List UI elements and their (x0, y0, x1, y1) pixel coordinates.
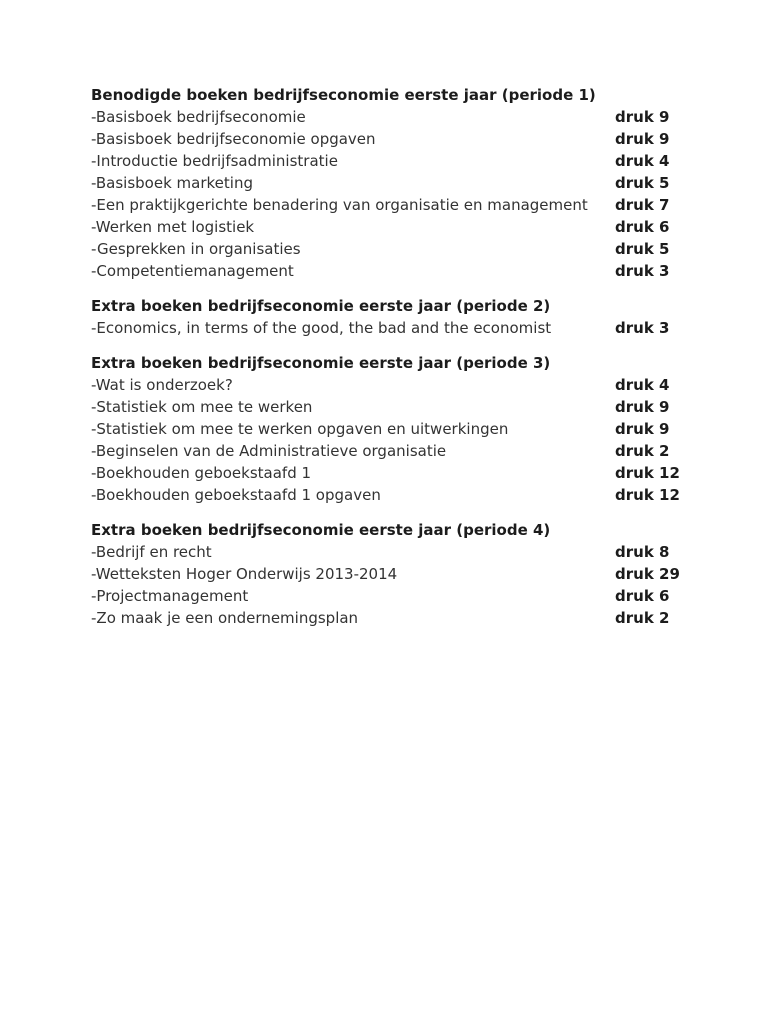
book-edition: druk 12 (615, 486, 680, 504)
book-title: -Introductie bedrijfsadministratie (91, 152, 338, 170)
book-edition: druk 5 (615, 174, 670, 192)
book-edition: druk 7 (615, 196, 670, 214)
book-title: -Gesprekken in organisaties (91, 240, 301, 258)
book-edition: druk 12 (615, 464, 680, 482)
book-edition: druk 9 (615, 108, 670, 126)
book-title: -Zo maak je een ondernemingsplan (91, 609, 359, 627)
book-edition: druk 9 (615, 420, 670, 438)
book-title: -Bedrijf en recht (91, 543, 212, 561)
book-row (91, 150, 731, 172)
book-row (91, 374, 731, 396)
book-edition: druk 2 (615, 442, 670, 460)
book-edition: druk 4 (615, 152, 670, 170)
book-title: -Boekhouden geboekstaafd 1 (91, 464, 312, 482)
section-periode-1 (91, 84, 731, 282)
book-title: -Basisboek marketing (91, 174, 253, 192)
book-row (91, 541, 731, 563)
book-title: -Statistiek om mee te werken (91, 398, 313, 416)
book-row (91, 563, 731, 585)
section-periode-4 (91, 519, 731, 629)
book-title: -Basisboek bedrijfseconomie opgaven (91, 130, 376, 148)
book-row (91, 484, 731, 506)
document-page (91, 84, 731, 629)
book-row (91, 317, 731, 339)
book-title: -Een praktijkgerichte benadering van organisatie en management (91, 196, 588, 214)
book-row (91, 260, 731, 282)
section-periode-2 (91, 295, 731, 339)
book-row (91, 194, 731, 216)
book-edition: druk 6 (615, 218, 670, 236)
book-title: -Economics, in terms of the good, the bad and the economist (91, 319, 552, 337)
book-row (91, 106, 731, 128)
book-edition: druk 3 (615, 319, 670, 337)
book-title: -Competentiemanagement (91, 262, 294, 280)
book-edition: druk 5 (615, 240, 670, 258)
book-title: -Beginselen van de Administratieve organisatie (91, 442, 447, 460)
book-row (91, 216, 731, 238)
book-row (91, 462, 731, 484)
book-title: -Statistiek om mee te werken opgaven en uitwerkingen (91, 420, 509, 438)
book-row (91, 128, 731, 150)
book-edition: druk 29 (615, 565, 680, 583)
book-title: -Basisboek bedrijfseconomie (91, 108, 306, 126)
section-heading: Extra boeken bedrijfseconomie eerste jaar (periode 2) (91, 297, 551, 315)
book-title: -Boekhouden geboekstaafd 1 opgaven (91, 486, 381, 504)
book-row (91, 440, 731, 462)
book-edition: druk 6 (615, 587, 670, 605)
book-edition: druk 3 (615, 262, 670, 280)
book-row (91, 172, 731, 194)
book-edition: druk 9 (615, 130, 670, 148)
book-title: -Projectmanagement (91, 587, 249, 605)
section-heading: Extra boeken bedrijfseconomie eerste jaar (periode 4) (91, 521, 551, 539)
book-row (91, 585, 731, 607)
book-edition: druk 4 (615, 376, 670, 394)
book-row (91, 607, 731, 629)
section-heading: Extra boeken bedrijfseconomie eerste jaar (periode 3) (91, 354, 551, 372)
book-title: -Wetteksten Hoger Onderwijs 2013-2014 (91, 565, 398, 583)
book-row (91, 238, 731, 260)
section-heading: Benodigde boeken bedrijfseconomie eerste jaar (periode 1) (91, 86, 596, 104)
book-title: -Wat is onderzoek? (91, 376, 233, 394)
book-title: -Werken met logistiek (91, 218, 255, 236)
book-edition: druk 9 (615, 398, 670, 416)
book-row (91, 396, 731, 418)
book-edition: druk 2 (615, 609, 670, 627)
section-periode-3 (91, 352, 731, 506)
book-edition: druk 8 (615, 543, 670, 561)
book-row (91, 418, 731, 440)
